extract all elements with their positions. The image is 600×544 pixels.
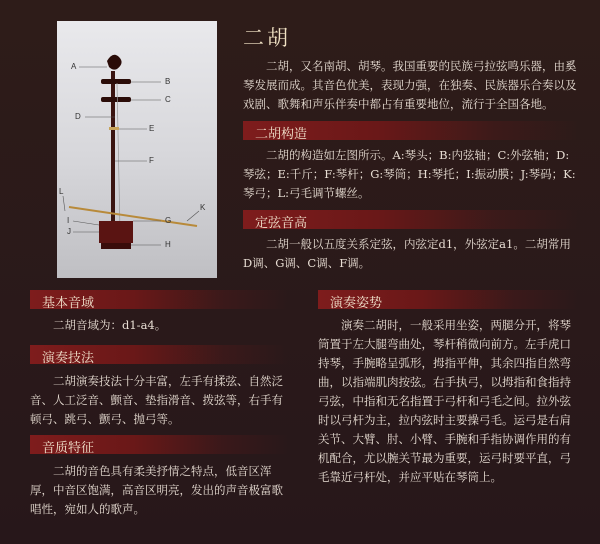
intro-text: 二胡，又名南胡、胡琴。我国重要的民族弓拉弦鸣乐器，由奚琴发展而成。其音色优美，表现力强，在独奏、民族器乐合奏以及戏剧、歌舞和声乐伴奏中都占有重要地位，流行于全国各地。	[243, 59, 577, 111]
outer-peg	[101, 97, 131, 102]
label-b: B	[165, 77, 171, 86]
resonator	[99, 221, 133, 243]
timbre-text: 二胡的音色具有柔美抒情之特点，低音区浑厚，中音区饱满，高音区明亮，发出的声音极富歌唱性，宛如人的歌声。	[30, 464, 283, 516]
erhu-head	[107, 55, 122, 70]
range-heading-label: 基本音域	[42, 296, 95, 311]
label-e: E	[149, 124, 155, 133]
posture-heading	[318, 290, 578, 309]
tuning-heading	[243, 210, 578, 229]
qianjin	[109, 127, 119, 130]
label-c: C	[165, 95, 171, 104]
structure-text: 二胡的构造如左图所示。A:琴头；B:内弦轴；C:外弦轴；D:琴弦；E:千斤；F:琴杆；G:琴筒；H:琴托；I:振动膜；J:琴码；K:琴弓；L:弓毛调节螺丝。	[243, 148, 576, 200]
tuning-text: 二胡一般以五度关系定弦，内弦定d1，外弦定a1。二胡常用D调、G调、C调、F调。	[243, 237, 571, 270]
label-i: I	[67, 216, 70, 225]
technique-text: 二胡演奏技法十分丰富，左手有揉弦、自然泛音、人工泛音、颤音、垫指滑音、拨弦等，右手有顿弓、跳弓、颤弓、抛弓等。	[30, 374, 283, 426]
technique-heading	[30, 345, 288, 364]
strings	[117, 83, 120, 231]
structure-heading-label: 二胡构造	[255, 127, 308, 142]
posture-text: 演奏二胡时，一般采用坐姿，两腿分开，将琴筒置于左大腿弯曲处，琴杆稍微向前方。左手虎口持琴，手腕略呈弧形，拇指平伸，其余四指自然弯曲，以指端肌肉按弦。右手执弓，以拇指和食指持弓弦，中指和无名指置于弓杆和弓毛之间。拉外弦时以弓杆为主，拉内弦时主要操弓毛。运弓是右肩关节、大臂、肘、小臂、手腕和手指协调作用的有机配合，尤以腕关节最为重要，运弓时要平直，弓毛靠近弓杆处，并应平贴在琴筒上。	[318, 318, 571, 484]
timbre-heading	[30, 435, 288, 454]
technique-heading-label: 演奏技法	[42, 351, 95, 366]
structure-heading	[243, 121, 578, 140]
range-text: 二胡音域为：d1-a4。	[53, 318, 167, 332]
erhu-neck	[111, 71, 115, 231]
label-a: A	[71, 62, 77, 71]
timbre-heading-label: 音质特征	[42, 441, 95, 456]
inner-peg	[101, 79, 131, 84]
posture-heading-label: 演奏姿势	[330, 296, 383, 311]
label-k: K	[200, 203, 206, 212]
tuning-heading-label: 定弦音高	[255, 216, 308, 231]
erhu-illustration	[57, 21, 217, 278]
label-f: F	[149, 156, 154, 165]
label-l: L	[59, 187, 64, 196]
label-h: H	[165, 240, 171, 249]
label-d: D	[75, 112, 81, 121]
base	[101, 243, 131, 249]
label-j: J	[67, 227, 71, 236]
page-title: 二胡	[243, 26, 291, 50]
label-g: G	[165, 216, 172, 225]
erhu-photo	[57, 21, 217, 278]
range-heading	[30, 290, 288, 309]
